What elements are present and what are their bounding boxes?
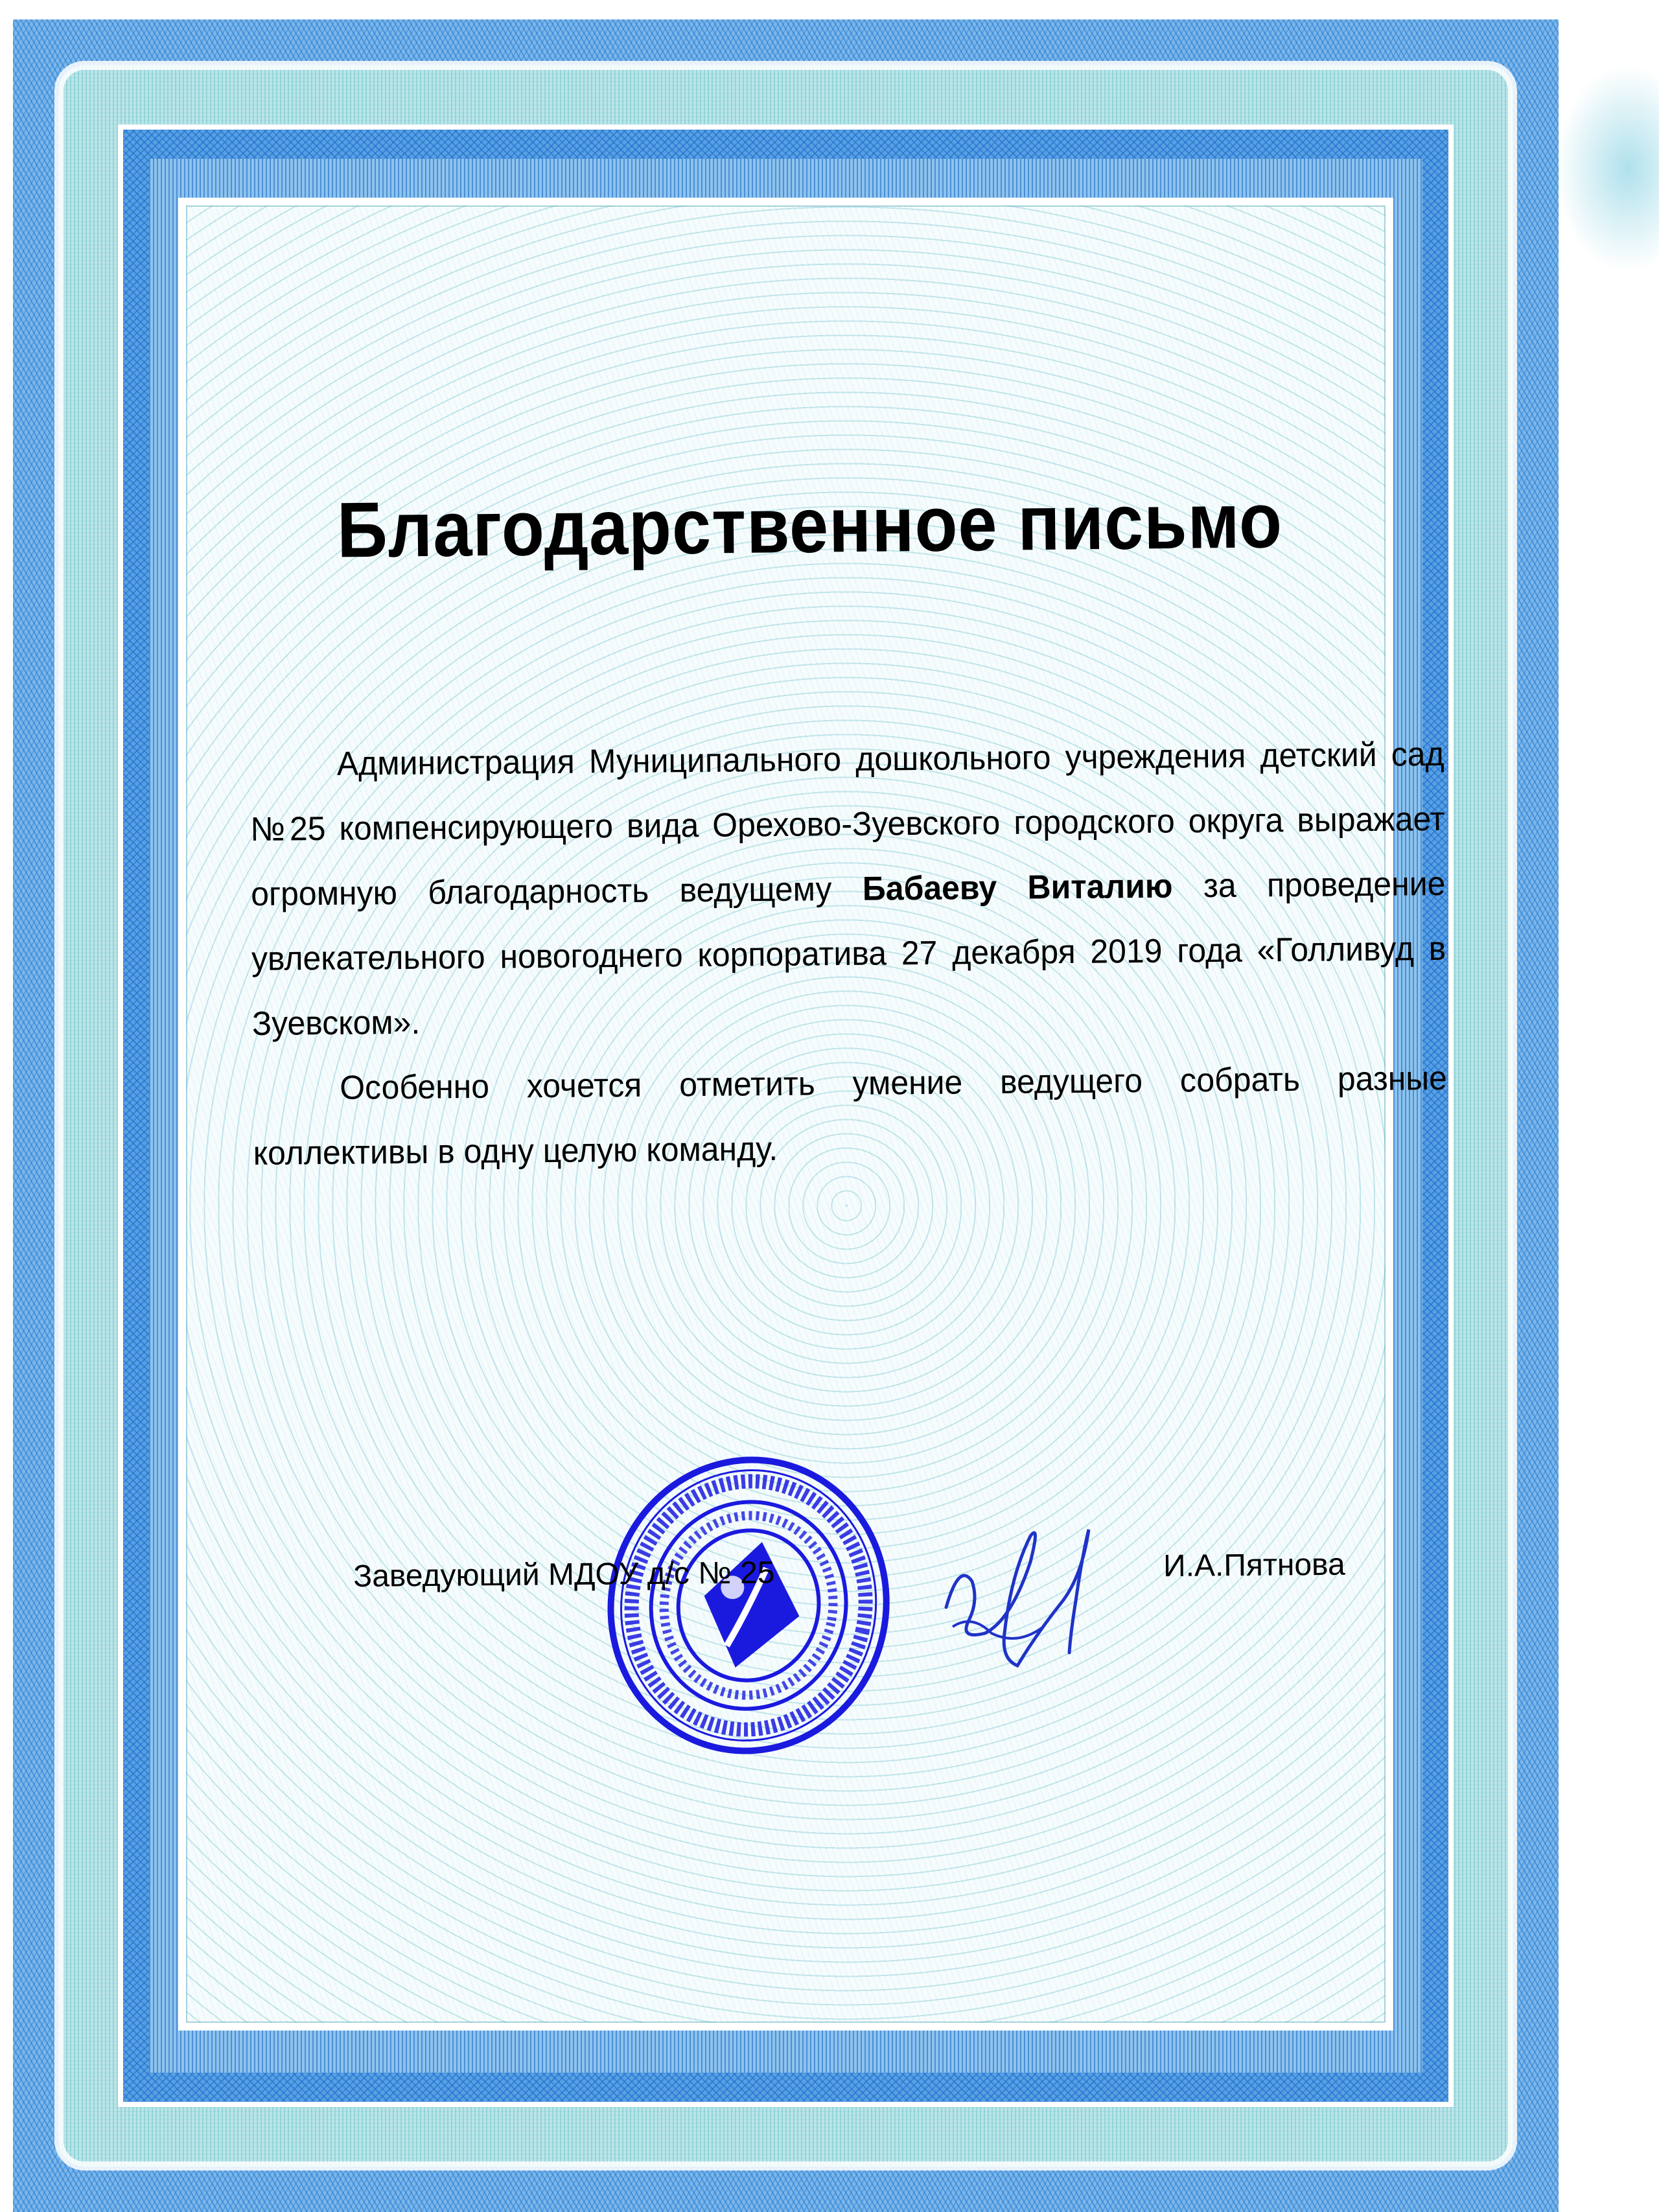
scan-artifact (1555, 65, 1659, 272)
signer-role: Заведующий МДОУ д/с № 25 (353, 1555, 775, 1594)
paragraph-text: за проведение увлекательного новогоднего корпоратива 27 декабря 2019 года «Голливуд в Зуевском». (251, 865, 1446, 1043)
letter-body (249, 722, 1448, 1186)
document-title: Благодарственное письмо (336, 476, 1283, 574)
signer-name: И.А.Пятнова (1163, 1547, 1345, 1584)
paragraph-gratitude (249, 722, 1446, 1056)
paragraph-note: Особенно хочется отметить умение ведущего собрать разные коллективы в одну целую команду. (253, 1059, 1448, 1172)
paragraph-text: Администрация Муниципального дошкольного учреждения детский сад №25 компенсирующего вида Орехово-Зуевского городского округа выражает огромную благодарность ведущему (250, 735, 1445, 913)
recipient-name: Бабаеву Виталию (862, 867, 1173, 908)
signature-block (353, 1547, 1391, 1611)
